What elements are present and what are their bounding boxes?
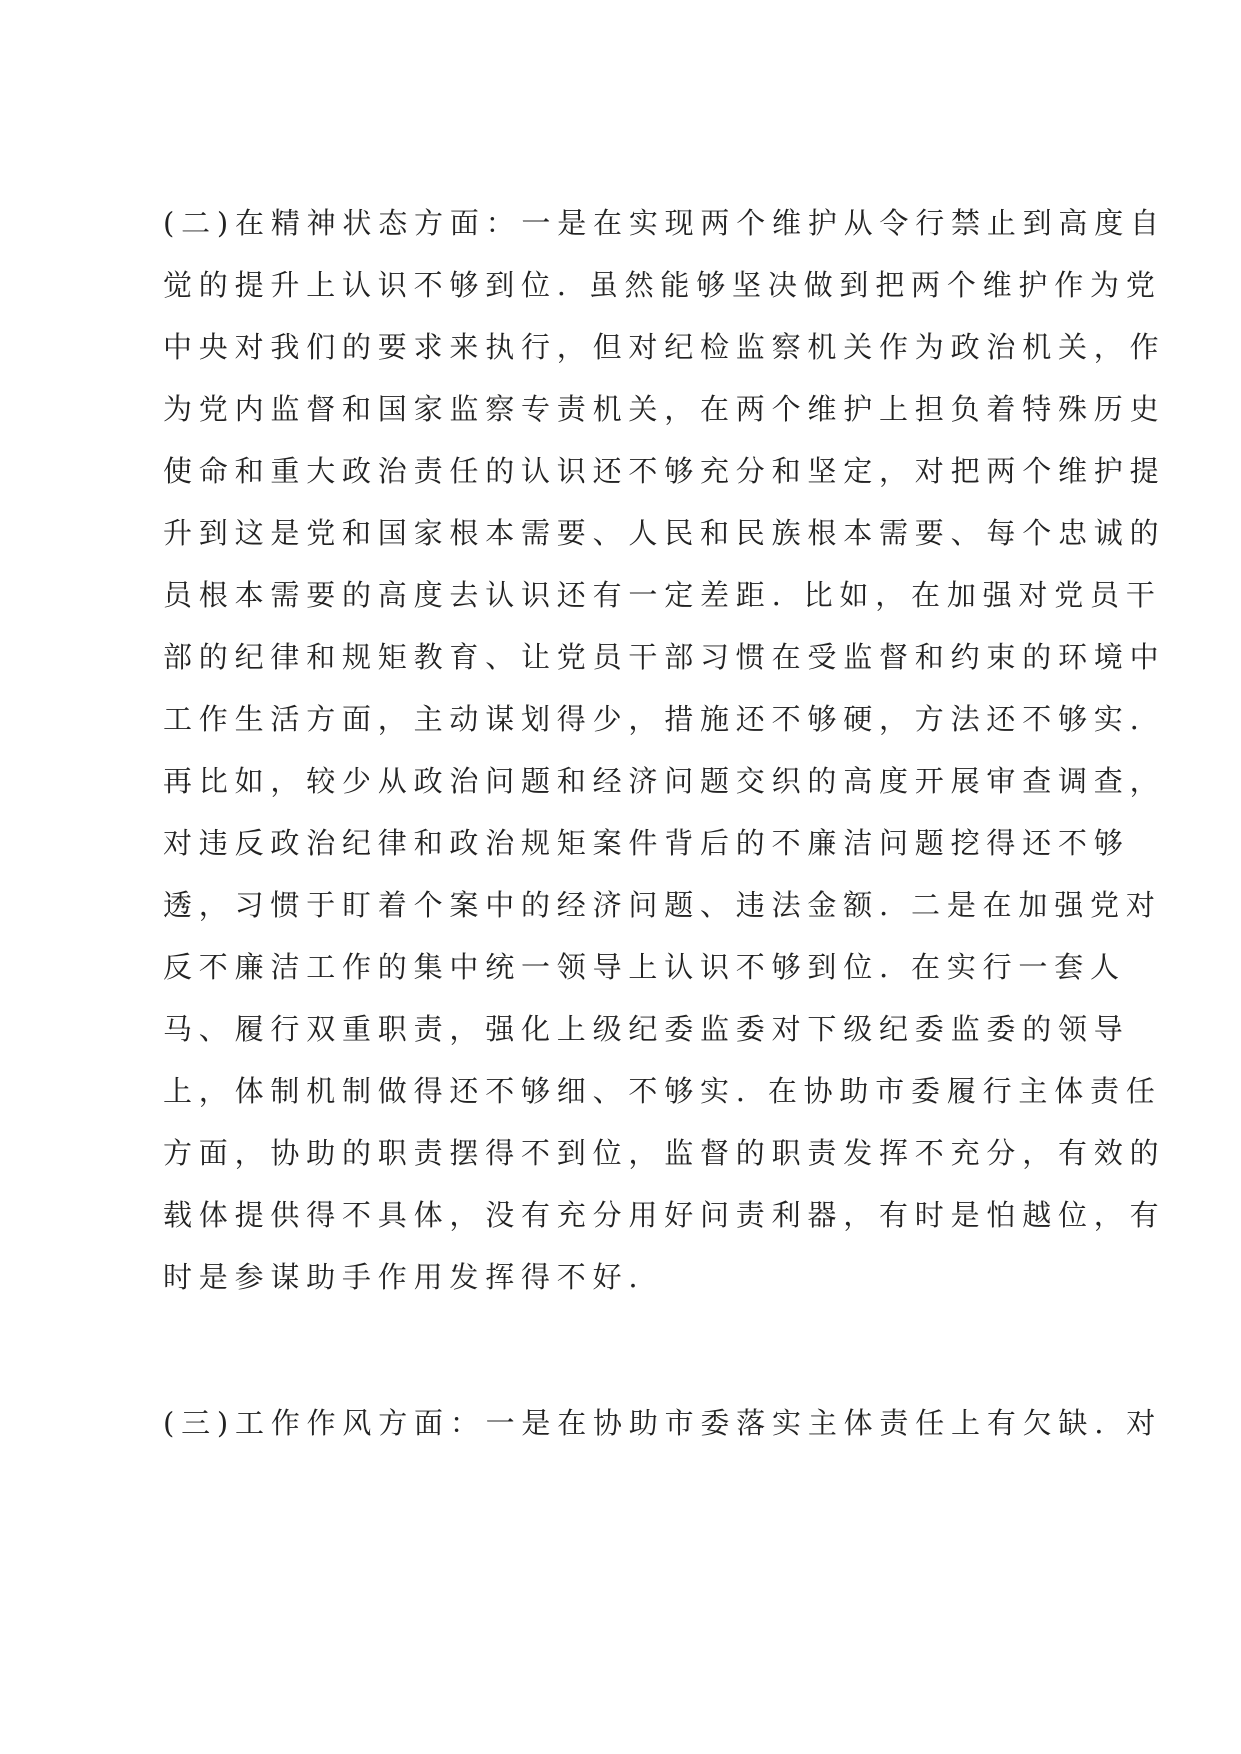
text-line: 透，习惯于盯着个案中的经济问题、违法金额. 二是在加强党对 <box>163 888 1162 922</box>
text-line: 员根本需要的高度去认识还有一定差距. 比如，在加强对党员干 <box>163 578 1162 612</box>
text-line: 部的纪律和规矩教育、让党员干部习惯在受监督和约束的环境中 <box>163 640 1166 674</box>
text-line: 对违反政治纪律和政治规矩案件背后的不廉洁问题挖得还不够 <box>163 826 1130 860</box>
text-line: 时是参谋助手作用发挥得不好. <box>163 1260 645 1294</box>
text-line: 载体提供得不具体，没有充分用好问责利器，有时是怕越位，有 <box>163 1198 1166 1232</box>
text-line: (三)工作作风方面：一是在协助市委落实主体责任上有欠缺. 对 <box>163 1406 1163 1440</box>
text-line: 反不廉洁工作的集中统一领导上认识不够到位. 在实行一套人 <box>163 950 1126 984</box>
text-line: 工作生活方面，主动谋划得少，措施还不够硬，方法还不够实. <box>163 702 1146 736</box>
text-line: 中央对我们的要求来执行，但对纪检监察机关作为政治机关，作 <box>163 330 1166 364</box>
text-line: 再比如，较少从政治问题和经济问题交织的高度开展审查调查， <box>163 764 1166 798</box>
text-line: 方面，协助的职责摆得不到位，监督的职责发挥不充分，有效的 <box>163 1136 1166 1170</box>
text-line: (二)在精神状态方面：一是在实现两个维护从令行禁止到高度自 <box>163 206 1166 240</box>
text-line: 为党内监督和国家监察专责机关，在两个维护上担负着特殊历史 <box>163 392 1166 426</box>
text-line: 上，体制机制做得还不够细、不够实. 在协助市委履行主体责任 <box>163 1074 1162 1108</box>
text-line: 使命和重大政治责任的认识还不够充分和坚定，对把两个维护提 <box>163 454 1166 488</box>
text-line: 马、履行双重职责，强化上级纪委监委对下级纪委监委的领导 <box>163 1012 1130 1046</box>
text-line: 觉的提升上认识不够到位. 虽然能够坚决做到把两个维护作为党 <box>163 268 1162 302</box>
text-line: 升到这是党和国家根本需要、人民和民族根本需要、每个忠诚的 <box>163 516 1166 550</box>
